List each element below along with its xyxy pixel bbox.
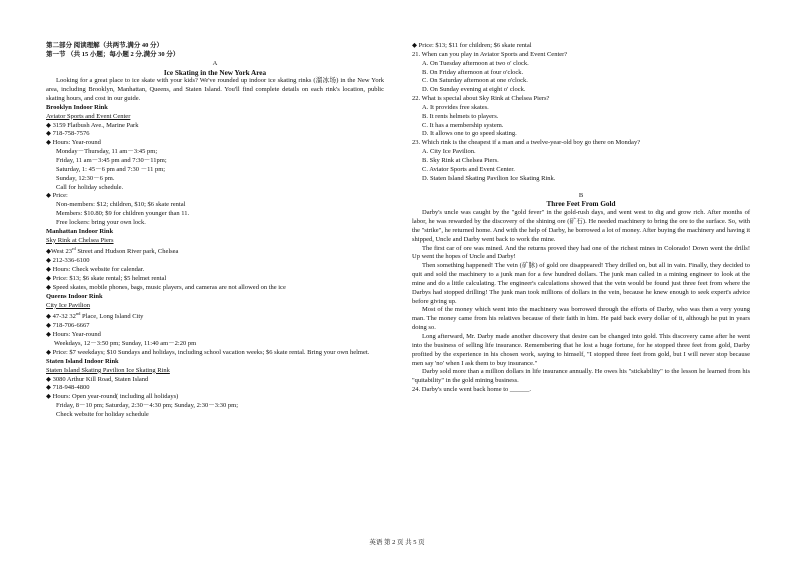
staten-hours-line: Check website for holiday schedule [56,410,149,418]
question-23-option: A. City Ice Pavilion. [422,148,476,156]
manhattan-address: ◆West 23rd Street and Hudson River park, Chelsea [46,246,179,256]
question-21-option: B. On Friday afternoon at four o'clock. [422,68,524,76]
manhattan-phone: ◆ 212-336-6100 [46,257,90,265]
staten-heading: Staten Island Indoor Rink [46,357,119,365]
brooklyn-hours-line: Saturday, 1: 45－6 pm and 7:30 －11 pm; [56,165,166,173]
passage-b-title: Three Feet From Gold [546,200,616,209]
manhattan-heading: Manhattan Indoor Rink [46,227,114,235]
subsection-heading: 第一节 （共 15 小题；每小题 2 分,满分 30 分） [46,50,180,58]
brooklyn-hours-line: Monday－Thursday, 11 am－3:45 pm; [56,148,158,156]
passage-b-paragraph: Darby's uncle was caught by the "gold fever" in the gold-rush days, and went west to dig and grow rich. After months of labor, he was rewarded by the discovery of the shining ore (矿石). He needed machinery to bring the ore to the surface. So, with the "strike", he returned home. And with the help of Darby, he borrowed a lot of money. After buying the machinery and having it shipped, Uncle and Darby went back to work the mine. [412,209,750,243]
queens-hours: Weekdays, 12－3:50 pm; Sunday, 11:40 am－2:20 pm [54,340,197,348]
question-22-option: D. It allows one to go speed skating. [422,130,517,138]
question-22-stem: 22. What is special about Sky Rink at Chelsea Piers? [412,95,550,103]
queens-address: ◆ 47-32 32nd Place, Long Island City [46,311,144,321]
passage-b-paragraph: Long afterward, Mr. Darby made another discovery that desire can be changed into gold. This discovery came after he went into the business of selling life insurance. Remembering that he lost a huge fortune, for he stopped three feet from gold, Darby profited by the experience in his chosen work, saying to himself, "I stopped three feet from gold, but I will never stop because men say 'no' when I ask them to buy insurance." [412,333,750,367]
passage-a-letter: A [212,59,218,67]
question-23-option: C. Aviator Sports and Event Center. [422,165,515,173]
question-21-option: D. On Sunday evening at eight o' clock. [422,86,526,94]
question-21-option: A. On Tuesday afternoon at two o' clock. [422,59,529,67]
staten-address: ◆ 3080 Arthur Kill Road, Staten Island [46,375,149,383]
brooklyn-price-line: Free lockers: bring your own lock. [56,218,146,226]
brooklyn-heading: Brooklyn Indoor Rink [46,103,108,111]
staten-price: ◆ Price: $13; $11 for children; $6 skate rental [412,42,532,49]
brooklyn-hours-label: ◆ Hours: Year-round [46,139,101,147]
brooklyn-hours-line: Call for holiday schedule. [56,183,124,191]
passage-b-paragraph: Then something happened! The vein (矿脉) of gold ore disappeared! They drilled on, but all in vain. Finally, they decided to quit and sold the machinery to a junk man for a few hundred dollars. The junk man called in a mining engineer to look at the mine and do a little calculating. The engineer's calculations showed that the vein would be found just three feet from where the Darbys had stopped drilling! The junk man took millions of dollars in the vein, because he knew enough to seek expert's advice before giving up. [412,262,750,305]
question-22-option: A. It provides free skates. [422,103,489,111]
manhattan-note: ◆ Speed skates, mobile phones, bags, music players, and cameras are not allowed on the ice [46,283,286,291]
right-column [412,42,750,395]
brooklyn-venue: Aviator Sports and Event Center [46,112,131,120]
question-24-stem: 24. Darby's uncle went back home to ______. [412,386,532,394]
section-heading: 第二部分 阅读理解（共两节,满分 40 分） [46,42,163,49]
staten-hours-label: ◆ Hours: Open year-round( including all holidays) [46,393,179,401]
question-23-option: D. Staten Island Skating Pavilion Ice Skating Rink. [422,174,556,182]
brooklyn-hours-line: Sunday, 12:30－6 pm. [56,174,115,182]
staten-phone: ◆ 718-948-4800 [46,384,90,392]
passage-a-title: Ice Skating in the New York Area [163,68,267,77]
queens-venue: City Ice Pavilion [46,301,91,309]
question-22-option: C. It has a membership system. [422,121,504,129]
question-21-stem: 21. When can you play in Aviator Sports and Event Center? [412,50,568,58]
page-footer: 英语 第 2 页 共 5 页 [369,539,425,546]
left-column [46,42,384,420]
staten-venue: Staten Island Skating Pavilion Ice Skating Rink [46,366,170,374]
passage-b-paragraph: Most of the money which went into the machinery was borrowed through the efforts of Darby, who was then a very young man. The money came from his relatives because of their faith in him. He paid back every dollar of it, although he put in years doing so. [412,306,750,332]
manhattan-price: ◆ Price: $13; $6 skate rental; $5 helmet rental [46,275,167,283]
brooklyn-phone: ◆ 718-758-7576 [46,130,90,138]
queens-heading: Queens Indoor Rink [46,292,103,300]
passage-b-paragraph: The first car of ore was mined. And the returns proved they had one of the richest mines in Colorado! Down went the drills! Up went the hopes of Uncle and Darby! [412,244,750,261]
queens-phone: ◆ 718-706-6667 [46,322,90,330]
brooklyn-hours-line: Friday, 11 am－3:45 pm and 7:30－11pm; [56,156,167,164]
brooklyn-price-line: Non-members: $12; children, $10; $6 skate rental [56,201,186,209]
brooklyn-price-label: ◆ Price: [46,192,68,200]
passage-b-letter: B [578,191,584,199]
staten-hours-line: Friday, 8－10 pm; Saturday, 2:30－4:30 pm; Sunday, 2:30－3:30 pm; [56,402,238,410]
queens-hours-label: ◆ Hours: Year-round [46,331,101,339]
passage-a-intro: Looking for a great place to ice skate with your kids? We've rounded up indoor ice skating rinks (溜冰场) in the New York area, including Brooklyn, Manhattan, Queens, and Staten Island. You'll find complete details on each rink's location, public skating hours, and cost in our guide. [46,77,384,103]
question-21-option: C. On Saturday afternoon at one o'clock. [422,77,528,85]
question-23-stem: 23. Which rink is the cheapest if a man and a twelve-year-old boy go there on Monday? [412,139,641,147]
brooklyn-address: ◆ 3159 Flatbush Ave., Marine Park [46,121,139,129]
passage-b-paragraph: Darby sold more than a million dollars in life insurance annually. He owes his "stickability" to the lesson he learned from his "quitability" in the gold mining business. [412,368,750,385]
queens-price: ◆ Price: $7 weekdays; $10 Sundays and holidays, including school vacation weeks; $6 skate rental. Bring your own helmet. [46,349,370,356]
question-23-option: B. Sky Rink at Chelsea Piers. [422,156,499,164]
question-22-option: B. It rents helmets to players. [422,112,499,120]
manhattan-hours: ◆ Hours: Check website for calendar. [46,266,145,274]
manhattan-venue: Sky Rink at Chelsea Piers [46,236,114,244]
brooklyn-price-line: Members: $10.80; $9 for children younger than 11. [56,210,190,218]
